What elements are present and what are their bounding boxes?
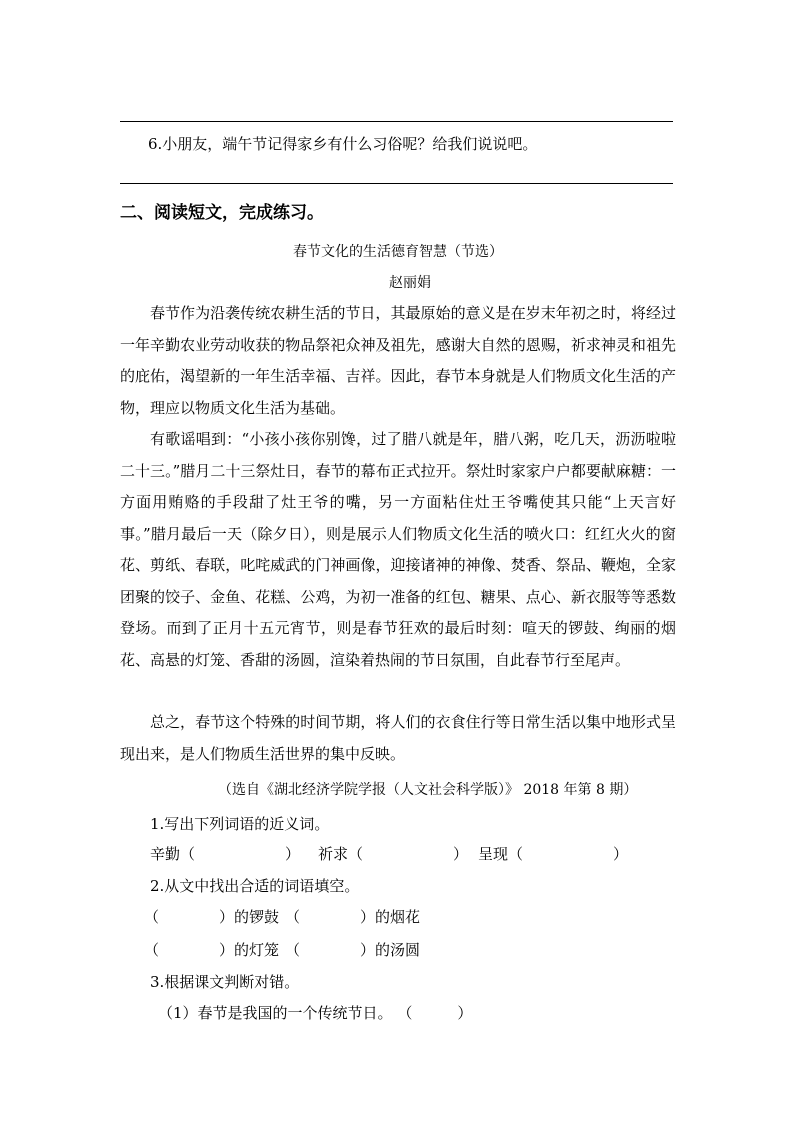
article-paragraph-3: 总之，春节这个特殊的时间节期，将人们的衣食住行等日常生活以集中地形式呈现出来，是人们物质生活世界的集中反映。 xyxy=(120,713,676,763)
answer-line-q6 xyxy=(120,183,673,184)
true-false-item-1: （1）春节是我国的一个传统节日。 （ ） xyxy=(158,1004,473,1022)
exercise-3-prompt: 3.根据课文判断对错。 xyxy=(150,973,300,991)
section-heading: 二、阅读短文，完成练习。 xyxy=(120,203,324,223)
synonym-blank-3: 呈现（ ） xyxy=(478,845,629,863)
fill-blank-3: （ ）的灯笼 xyxy=(144,941,280,959)
article-title: 春节文化的生活德育智慧（节选） xyxy=(293,244,503,260)
article-paragraph-2: 有歌谣唱到：“小孩小孩你别馋，过了腊八就是年，腊八粥，吃几天，沥沥啦啦二十三。”腊月二十三祭灶日，春节的幕布正式拉开。祭灶时家家户户都要献麻糖：一方面用贿赂的手段甜了灶王爷的嘴，另一方面粘住灶王爷嘴使其只能“上天言好事。”腊月最后一天（除夕日），则是展示人们物质文化生活的喷火口：红红火火的窗花、剪纸、春联，叱咤威武的门神画像，迎接诸神的神像、焚香、祭品、鞭炮，全家团聚的饺子、金鱼、花糕、公鸡，为初一准备的红包、糖果、点心、新衣服等等悉数登场。而到了正月十五元宵节，则是春节狂欢的最后时刻：喧天的锣鼓、绚丽的烟花、高悬的灯笼、香甜的汤圆，渲染着热闹的节日氛围，自此春节行至尾声。 xyxy=(120,430,676,669)
exercise-2-prompt: 2.从文中找出合适的词语填空。 xyxy=(150,877,360,895)
exercise-1-prompt: 1.写出下列词语的近义词。 xyxy=(150,815,330,833)
answer-line-top xyxy=(120,121,673,122)
fill-blank-4: （ ）的汤圆 xyxy=(285,941,421,959)
fill-blank-1: （ ）的锣鼓 xyxy=(144,908,280,926)
article-source: （选自《湖北经济学院学报（人文社会科学版）》 2018 年第 8 期） xyxy=(218,782,638,798)
synonym-blank-1: 辛勤（ ） xyxy=(150,845,301,863)
question-6: 6.小朋友，端午节记得家乡有什么习俗呢？给我们说说吧。 xyxy=(148,135,538,153)
article-author: 赵丽娟 xyxy=(389,275,431,291)
article-paragraph-1: 春节作为沿袭传统农耕生活的节日，其最原始的意义是在岁末年初之时，将经过一年辛勤农业劳动收获的物品祭祀众神及祖先，感谢大自然的恩赐，祈求神灵和祖先的庇佑，渴望新的一年生活幸福、吉祥。因此，春节本身就是人们物质文化生活的产物，理应以物质文化生活为基础。 xyxy=(120,304,676,417)
fill-blank-2: （ ）的烟花 xyxy=(285,908,421,926)
synonym-blank-2: 祈求（ ） xyxy=(318,845,469,863)
